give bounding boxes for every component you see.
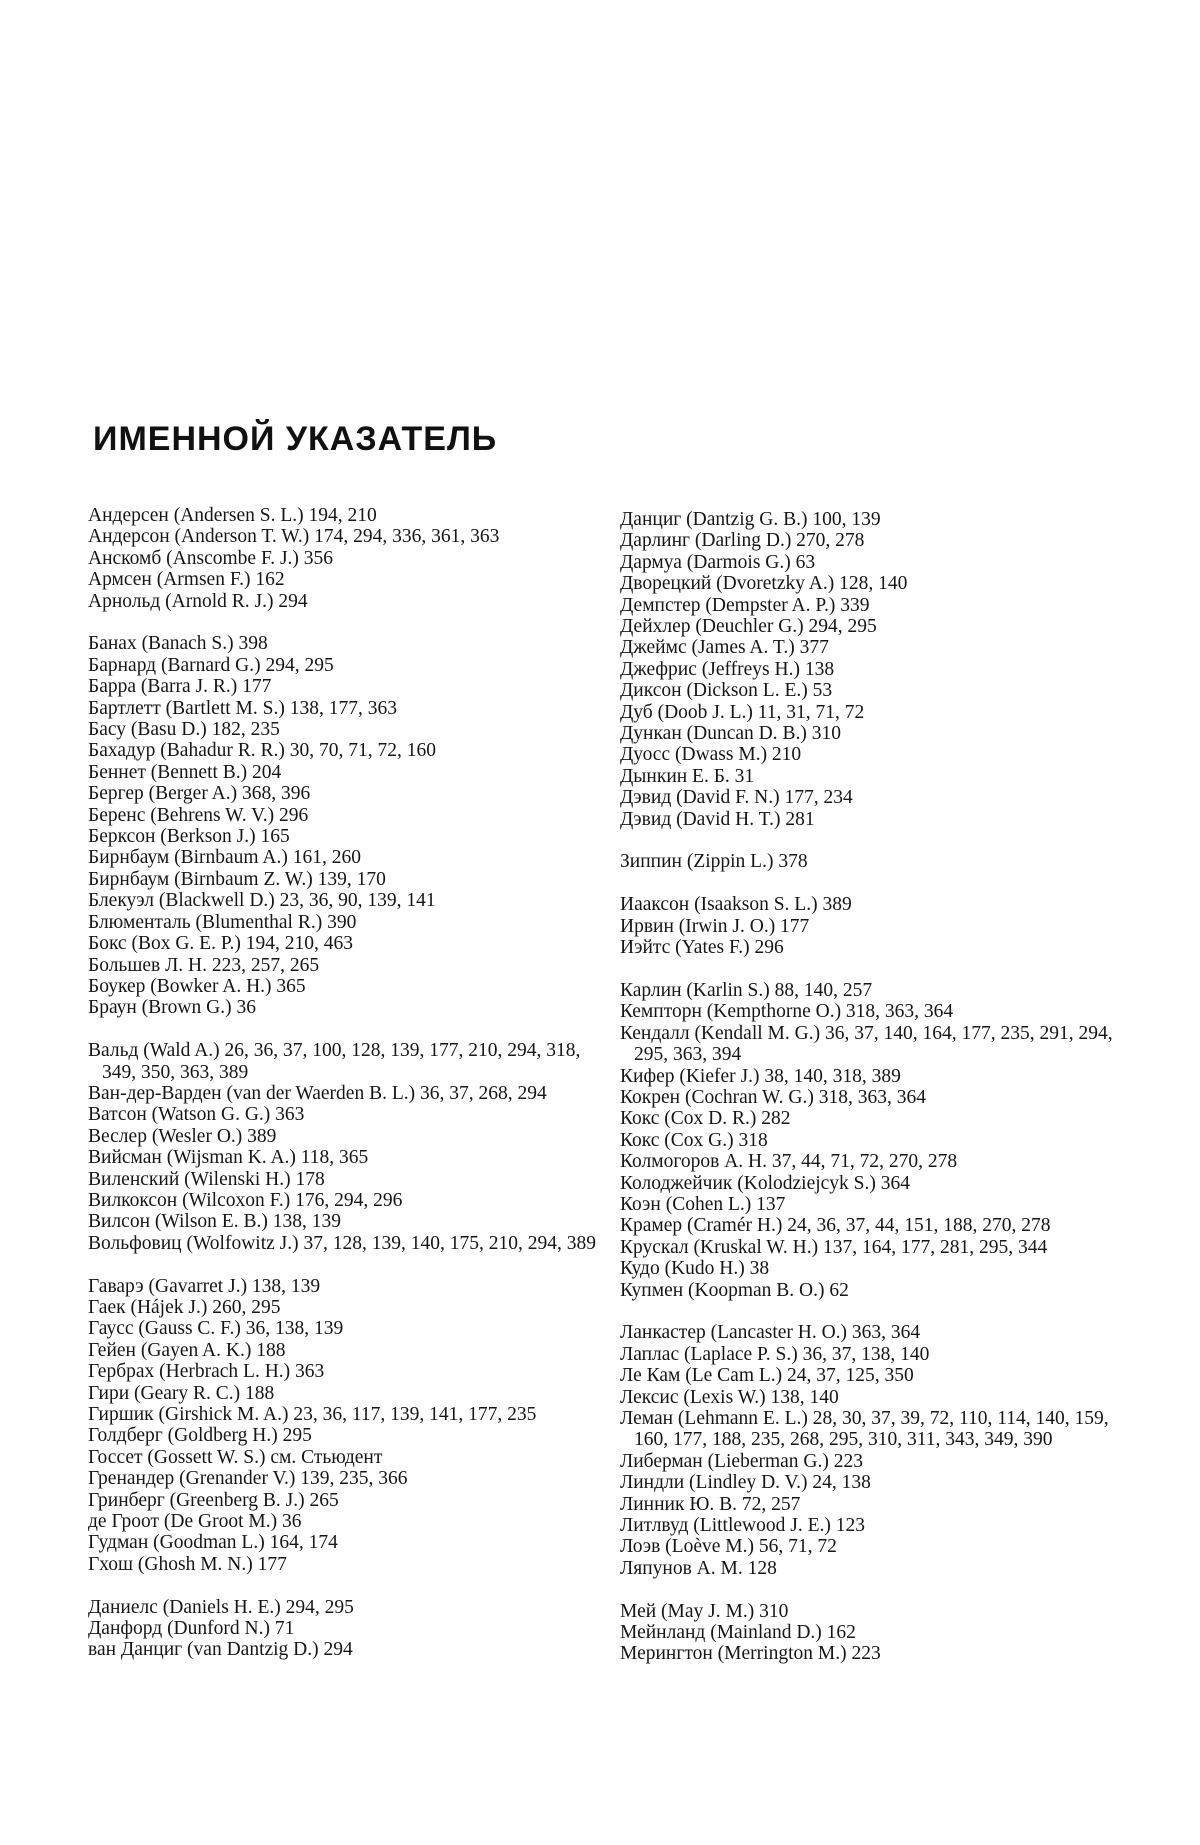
index-entry: Блюменталь (Blumenthal R.) 390 (88, 911, 357, 933)
index-entry: Колмогоров А. Н. 37, 44, 71, 72, 270, 278 (620, 1151, 958, 1173)
index-entry: Либерман (Lieberman G.) 223 (620, 1450, 864, 1472)
index-entry: Гиршик (Girshick M. A.) 23, 36, 117, 139, 141, 177, 235 (88, 1404, 537, 1426)
index-entry: Дейхлер (Deuchler G.) 294, 295 (620, 616, 877, 638)
index-entry: ван Данциг (van Dantzig D.) 294 (88, 1639, 353, 1661)
index-entry: Крамер (Cramér H.) 24, 36, 37, 44, 151, 188, 270, 278 (620, 1215, 1051, 1237)
index-entry: Коэн (Cohen L.) 137 (620, 1193, 786, 1215)
group-spacer (620, 1579, 1140, 1600)
index-entry: Лексис (Lexis W.) 138, 140 (620, 1386, 839, 1408)
index-entry: Гейен (Gayen A. K.) 188 (88, 1339, 286, 1361)
index-entry: Беренс (Behrens W. V.) 296 (88, 804, 309, 826)
index-entry: Джефрис (Jeffreys H.) 138 (620, 658, 835, 680)
index-entry: Большев Л. Н. 223, 257, 265 (88, 954, 320, 976)
index-entry: Дарлинг (Darling D.) 270, 278 (620, 530, 865, 552)
index-entry: Демпстер (Dempster A. P.) 339 (620, 594, 870, 616)
index-entry: Берксон (Berkson J.) 165 (88, 826, 290, 848)
index-entry: Бартлетт (Bartlett M. S.) 138, 177, 363 (88, 697, 397, 719)
index-entry: Дэвид (David F. N.) 177, 234 (620, 787, 853, 809)
index-entry: Гербрах (Herbrach L. H.) 363 (88, 1361, 325, 1383)
index-entry: Леман (Lehmann E. L.) 28, 30, 37, 39, 72, 110, 114, 140, 159, 160, 177, 188, 235, 268, 295, 310, 311, 343, 349, 390 (620, 1408, 1109, 1451)
index-entry: Блекуэл (Blackwell D.) 23, 36, 90, 139, 141 (88, 890, 436, 912)
index-entry: Литлвуд (Littlewood J. E.) 123 (620, 1515, 865, 1537)
index-entry: Бергер (Berger A.) 368, 396 (88, 783, 311, 805)
index-entry: Гхош (Ghosh M. N.) 177 (88, 1553, 287, 1575)
index-entry: Кемпторн (Kempthorne O.) 318, 363, 364 (620, 1001, 954, 1023)
index-entry: Данциг (Dantzig G. B.) 100, 139 (620, 509, 881, 530)
group-spacer (620, 873, 1140, 894)
index-entry: Гренандер (Grenander V.) 139, 235, 366 (88, 1468, 408, 1490)
index-entry: Басу (Basu D.) 182, 235 (88, 719, 280, 741)
index-entry: Вольфовиц (Wolfowitz J.) 37, 128, 139, 140, 175, 210, 294, 389 (88, 1232, 596, 1254)
index-entry: Андерсен (Andersen S. L.) 194, 210 (88, 505, 377, 526)
index-entry: Кифер (Kiefer J.) 38, 140, 318, 389 (620, 1065, 901, 1087)
index-entry: Вийсман (Wijsman K. A.) 118, 365 (88, 1147, 369, 1169)
index-entry: Карлин (Karlin S.) 88, 140, 257 (620, 979, 873, 1001)
index-column-left (88, 505, 608, 1661)
index-entry: Ляпунов А. М. 128 (620, 1557, 777, 1579)
index-entry: Дворецкий (Dvoretzky A.) 128, 140 (620, 573, 908, 595)
index-entry: Линдли (Lindley D. V.) 24, 138 (620, 1472, 871, 1494)
group-spacer (620, 830, 1140, 851)
index-entry: Диксон (Dickson L. E.) 53 (620, 680, 833, 702)
index-entry: Виленский (Wilenski H.) 178 (88, 1168, 325, 1190)
index-entry: Ле Кам (Le Cam L.) 24, 37, 125, 350 (620, 1365, 914, 1387)
index-entry: Лоэв (Loève M.) 56, 71, 72 (620, 1536, 837, 1558)
index-entry: Армсен (Armsen F.) 162 (88, 569, 285, 591)
group-spacer (88, 1254, 608, 1275)
index-entry: Ланкастер (Lancaster H. O.) 363, 364 (620, 1322, 921, 1344)
index-entry: Бирнбаум (Birnbaum A.) 161, 260 (88, 847, 361, 869)
index-entry: Бокс (Box G. E. P.) 194, 210, 463 (88, 933, 354, 955)
index-entry: Дункан (Duncan D. B.) 310 (620, 723, 841, 745)
index-column-right (620, 509, 1140, 1665)
index-entry: Веслер (Wesler O.) 389 (88, 1125, 277, 1147)
index-entry: Госсет (Gossett W. S.) см. Стьюдент (88, 1446, 383, 1468)
index-entry: Бирнбаум (Birnbaum Z. W.) 139, 170 (88, 868, 386, 890)
index-entry: Гринберг (Greenberg B. J.) 265 (88, 1489, 339, 1511)
index-entry: Бахадур (Bahadur R. R.) 30, 70, 71, 72, 160 (88, 740, 436, 762)
index-entry: Крускал (Kruskal W. H.) 137, 164, 177, 281, 295, 344 (620, 1236, 1048, 1258)
index-entry: Дэвид (David H. T.) 281 (620, 808, 815, 830)
page-title: ИМЕННОЙ УКАЗАТЕЛЬ (93, 420, 498, 458)
index-entry: Джеймс (James A. T.) 377 (620, 637, 829, 659)
index-entry: Кокрен (Cochran W. G.) 318, 363, 364 (620, 1086, 926, 1108)
index-entry: Барнард (Barnard G.) 294, 295 (88, 654, 334, 676)
index-entry: Гаек (Hájek J.) 260, 295 (88, 1296, 281, 1318)
index-entry: Браун (Brown G.) 36 (88, 997, 256, 1019)
index-entry: Мейнланд (Mainland D.) 162 (620, 1622, 856, 1644)
index-entry: Данфорд (Dunford N.) 71 (88, 1618, 295, 1640)
index-entry: Мей (May J. M.) 310 (620, 1600, 789, 1622)
index-entry: Барра (Barra J. R.) 177 (88, 676, 272, 698)
index-entry: Ирвин (Irwin J. O.) 177 (620, 915, 810, 937)
index-entry: Вилкоксон (Wilcoxon F.) 176, 294, 296 (88, 1189, 403, 1211)
index-entry: Кендалл (Kendall M. G.) 36, 37, 140, 164, 177, 235, 291, 294, 295, 363, 394 (620, 1022, 1113, 1066)
index-entry: Иэйтс (Yates F.) 296 (620, 937, 784, 959)
index-entry: Гудман (Goodman L.) 164, 174 (88, 1532, 338, 1554)
index-entry: Мерингтон (Merrington M.) 223 (620, 1643, 881, 1665)
index-entry: Арнольд (Arnold R. J.) 294 (88, 590, 308, 612)
group-spacer (620, 1301, 1140, 1322)
index-entry: Дынкин Е. Б. 31 (620, 765, 755, 787)
index-entry: Кудо (Kudo H.) 38 (620, 1258, 770, 1280)
index-entry: Дармуа (Darmois G.) 63 (620, 551, 816, 573)
group-spacer (88, 1019, 608, 1040)
index-entry: де Гроот (De Groot M.) 36 (88, 1511, 302, 1533)
index-entry: Ван-дер-Варден (van der Waerden B. L.) 36, 37, 268, 294 (88, 1082, 547, 1104)
index-entry: Беннет (Bennett B.) 204 (88, 761, 282, 783)
index-entry: Колоджейчик (Kolodziejcyk S.) 364 (620, 1172, 911, 1194)
index-entry: Гаварэ (Gavarret J.) 138, 139 (88, 1275, 321, 1297)
index-entry: Иааксон (Isaakson S. L.) 389 (620, 894, 852, 916)
index-entry: Боукер (Bowker A. H.) 365 (88, 975, 306, 997)
group-spacer (620, 959, 1140, 980)
index-entry: Лаплас (Laplace P. S.) 36, 37, 138, 140 (620, 1343, 930, 1365)
index-entry: Андерсон (Anderson T. W.) 174, 294, 336, 361, 363 (88, 526, 500, 548)
group-spacer (88, 612, 608, 633)
index-entry: Гири (Geary R. C.) 188 (88, 1382, 275, 1404)
index-entry: Даниелс (Daniels H. E.) 294, 295 (88, 1596, 354, 1618)
index-entry: Вальд (Wald A.) 26, 36, 37, 100, 128, 139, 177, 210, 294, 318, 349, 350, 363, 389 (88, 1040, 581, 1083)
group-spacer (88, 1575, 608, 1596)
index-entry: Банах (Banach S.) 398 (88, 633, 268, 655)
index-entry: Купмен (Koopman B. O.) 62 (620, 1279, 849, 1301)
index-entry: Кокс (Cox G.) 318 (620, 1129, 768, 1151)
index-entry: Дуосс (Dwass M.) 210 (620, 744, 802, 766)
index-entry: Дуб (Doob J. L.) 11, 31, 71, 72 (620, 701, 865, 723)
index-entry: Гаусс (Gauss C. F.) 36, 138, 139 (88, 1318, 344, 1340)
index-entry: Ватсон (Watson G. G.) 363 (88, 1104, 305, 1126)
index-entry: Кокс (Cox D. R.) 282 (620, 1108, 791, 1130)
index-entry: Вилсон (Wilson E. B.) 138, 139 (88, 1211, 341, 1233)
index-entry: Голдберг (Goldberg H.) 295 (88, 1425, 312, 1447)
index-entry: Анскомб (Anscombe F. J.) 356 (88, 547, 334, 569)
index-entry: Линник Ю. В. 72, 257 (620, 1493, 801, 1515)
index-entry: Зиппин (Zippin L.) 378 (620, 851, 808, 873)
